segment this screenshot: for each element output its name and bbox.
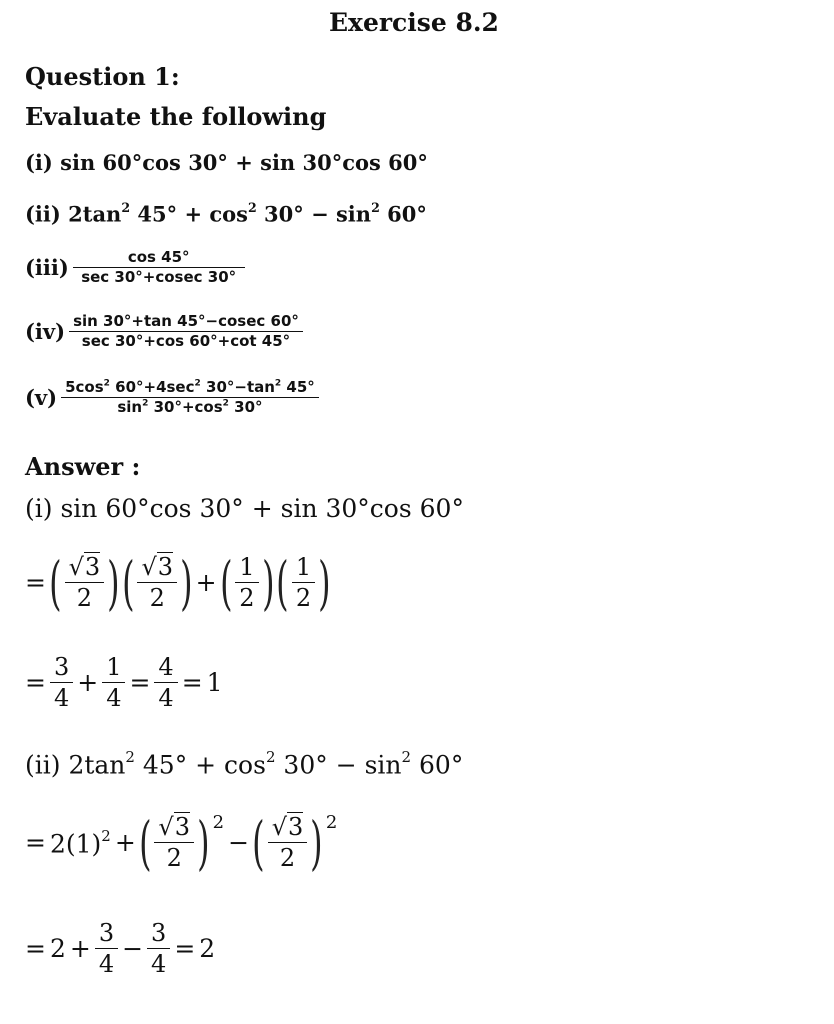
answer-ii-step1: = $2(1)^2$ + ( $\frac{√3}{2}$ ) 2 − ( $\frac{√3}{2}$ ) 2 [25,808,338,877]
question-item-iii [25,248,245,287]
answer-ii-label: (ii) $2\tan^2$ $45^\circ + \cos^2 30^\circ - \sin^2 60^\circ$ [25,748,464,780]
answer-i-step1: = ( $\frac{√3}{2}$ ) ( $\frac{√3}{2}$ ) + ( $\frac{1}{2}$ ) ( $\frac{1}{2}$ ) [25,548,331,617]
question-item-v [25,378,319,417]
question-heading: Question 1: [25,62,180,91]
question-item-iv [25,312,303,351]
fraction: $\frac{5\cos^2 60^\circ+4\sec^2 30^\circ-\tan^2 45^\circ}{\sin^2 30^\circ+\cos^2 30^\circ}$ [61,378,319,417]
question-item-ii: (ii) $2\tan^2$ $45^\circ + \cos^2 30^\circ - \sin^2 60^\circ$ [25,200,427,227]
fraction: $\frac{\sin 30^\circ+\tan 45^\circ-cosec 60^\circ}{\sec 30^\circ+\cos 60^\circ+\cot 45^\circ}$ [69,312,303,351]
answer-i-label: (i) sin 60°cos 30° + sin 30°cos 60° [25,494,464,523]
answer-ii-step2: = 2 + $\frac{3}{4}$ − $\frac{3}{4}$ = 2 [25,919,216,978]
page-title: Exercise 8.2 [329,8,499,37]
item-label: (v) [25,384,58,410]
question-instruction: Evaluate the following [25,102,327,131]
item-label: (iii) [25,254,69,280]
question-item-i: (i) sin 60°cos 30° + sin 30°cos 60° [25,150,428,175]
answer-i-step2: = $\frac{3}{4}$ + $\frac{1}{4}$ = $\frac{4}{4}$ = 1 [25,653,223,712]
item-label: (iv) [25,318,66,344]
fraction: $\frac{\cos 45^\circ}{\sec 30^\circ+cosec 30^\circ}$ [73,248,245,287]
answer-heading: Answer : [25,452,141,481]
